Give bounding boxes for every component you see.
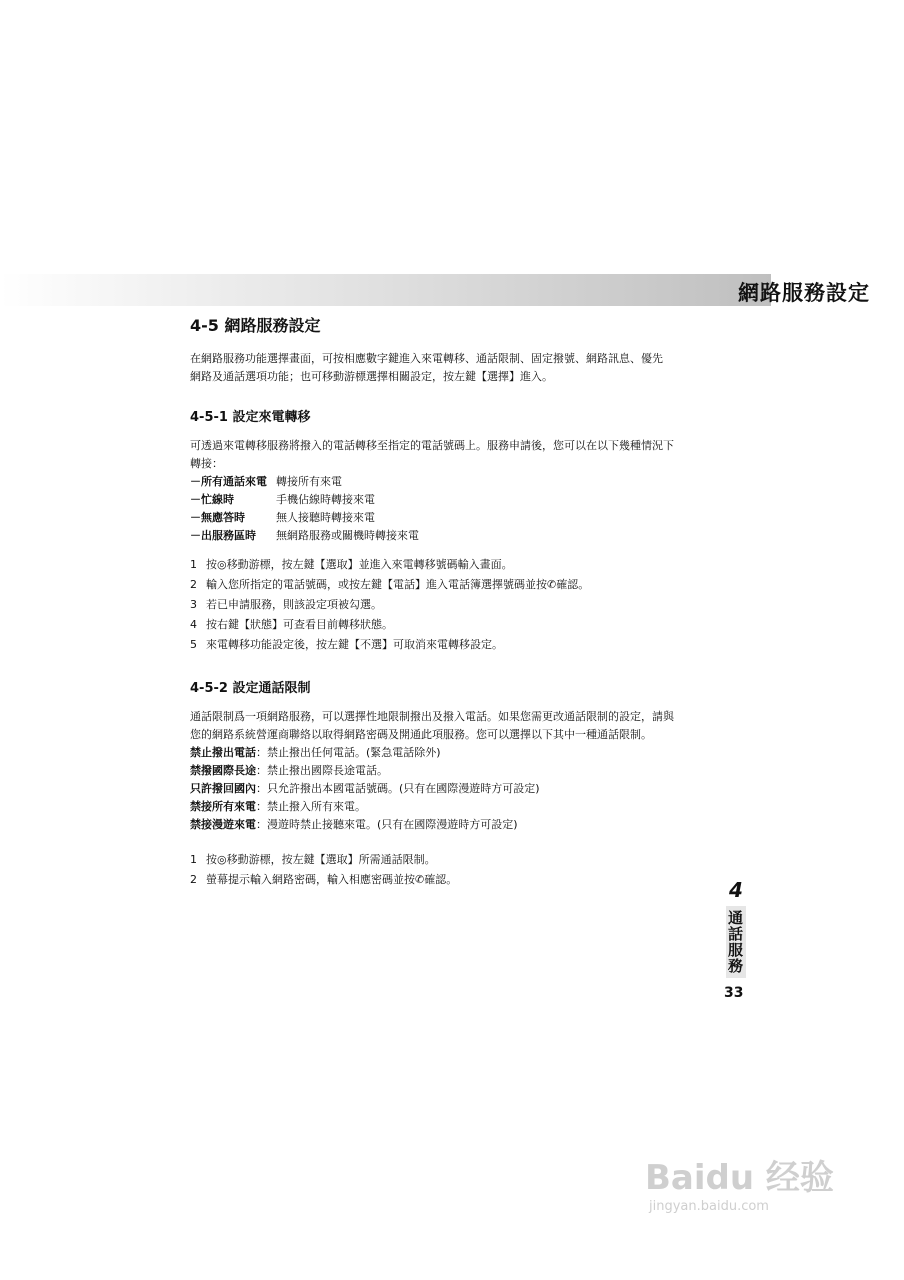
step-number: 3 <box>190 598 197 611</box>
step-number: 1 <box>190 558 197 571</box>
chapter-label: 通話服務 <box>726 906 746 978</box>
restrict-option <box>190 744 720 762</box>
forward-step <box>190 615 720 635</box>
step-text: 按右鍵【狀態】可查看目前轉移狀態。 <box>206 618 393 631</box>
restrict-step <box>190 870 720 890</box>
restrict-option-name: 禁接所有來電 <box>190 800 256 813</box>
restrict-desc-2: 您的網路系統營運商聯絡以取得網路密碼及開通此項服務。您可以選擇以下其中一種通話限制。 <box>190 728 652 741</box>
step-number: 1 <box>190 853 197 866</box>
forward-mode-name: －所有通話來電 <box>190 475 267 488</box>
forward-mode <box>190 491 720 509</box>
forward-mode-desc: 無網路服務或關機時轉接來電 <box>276 529 419 542</box>
watermark-logo-text: Baidu 经验 <box>645 1158 834 1198</box>
forward-mode-list <box>190 473 720 545</box>
forward-mode-desc: 無人接聽時轉接來電 <box>276 511 375 524</box>
restrict-option-list <box>190 744 720 834</box>
section-title: 4-5 網路服務設定 <box>190 316 321 335</box>
forward-mode-desc: 轉接所有來電 <box>276 475 342 488</box>
content <box>190 313 720 890</box>
step-number: 4 <box>190 618 197 631</box>
step-text: 按◎移動游標，按左鍵【選取】並進入來電轉移號碼輸入畫面。 <box>206 558 513 571</box>
spacer <box>190 655 720 677</box>
forward-desc-2: 轉接： <box>190 457 223 470</box>
restrict-option-desc: ：只允許撥出本國電話號碼。(只有在國際漫遊時方可設定) <box>256 782 540 795</box>
intro-line-1: 在網路服務功能選擇畫面，可按相應數字鍵進入來電轉移、通話限制、固定撥號、網路訊息、優先 <box>190 352 663 365</box>
forward-title: 4-5-1 設定來電轉移 <box>190 410 311 425</box>
step-number: 2 <box>190 578 197 591</box>
forward-step <box>190 595 720 615</box>
forward-mode-name: －出服務區時 <box>190 529 256 542</box>
forward-mode <box>190 509 720 527</box>
forward-desc-1: 可透過來電轉移服務將撥入的電話轉移至指定的電話號碼上。服務申請後，您可以在以下幾種情況下 <box>190 439 674 452</box>
restrict-option-name: 只許撥回國內 <box>190 782 256 795</box>
step-text: 若已申請服務，則該設定項被勾選。 <box>206 598 382 611</box>
step-text: 螢幕提示輸入網路密碼，輸入相應密碼並按✆確認。 <box>206 873 458 886</box>
restrict-desc-1: 通話限制爲一項網路服務，可以選擇性地限制撥出及撥入電話。如果您需更改通話限制的設定，請與 <box>190 710 674 723</box>
watermark-url: jingyan.baidu.com <box>649 1199 769 1214</box>
page-header-title: 網路服務設定 <box>738 281 870 305</box>
restrict-option <box>190 780 720 798</box>
forward-step <box>190 555 720 575</box>
restrict-option-name: 禁撥國際長途 <box>190 764 256 777</box>
restrict-option-name: 禁接漫遊來電 <box>190 818 256 831</box>
page-number: 33 <box>724 985 744 1001</box>
forward-mode-name: －無應答時 <box>190 511 245 524</box>
restrict-option-desc: ：禁止撥出任何電話。(緊急電話除外) <box>256 746 441 759</box>
restrict-steps <box>190 850 720 890</box>
restrict-option-desc: ：禁止撥出國際長途電話。 <box>256 764 388 777</box>
forward-step <box>190 575 720 595</box>
restrict-option-desc: ：漫遊時禁止接聽來電。(只有在國際漫遊時方可設定) <box>256 818 518 831</box>
forward-mode-desc: 手機佔線時轉接來電 <box>276 493 375 506</box>
chapter-side-tab <box>726 880 746 978</box>
forward-mode <box>190 527 720 545</box>
step-number: 2 <box>190 873 197 886</box>
step-text: 來電轉移功能設定後，按左鍵【不選】可取消來電轉移設定。 <box>206 638 503 651</box>
chapter-number: 4 <box>729 878 743 902</box>
forward-mode <box>190 473 720 491</box>
restrict-option-name: 禁止撥出電話 <box>190 746 256 759</box>
forward-steps <box>190 555 720 655</box>
watermark <box>645 1150 834 1214</box>
step-text: 輸入您所指定的電話號碼，或按左鍵【電話】進入電話簿選擇號碼並按✆確認。 <box>206 578 590 591</box>
intro-line-2: 網路及通話選項功能；也可移動游標選擇相關設定，按左鍵【選擇】進入。 <box>190 370 553 383</box>
step-text: 按◎移動游標，按左鍵【選取】所需通話限制。 <box>206 853 436 866</box>
step-number: 5 <box>190 638 197 651</box>
forward-step <box>190 635 720 655</box>
restrict-option-desc: ：禁止撥入所有來電。 <box>256 800 366 813</box>
restrict-option <box>190 798 720 816</box>
restrict-step <box>190 850 720 870</box>
header-band <box>0 274 771 306</box>
restrict-option <box>190 816 720 834</box>
restrict-option <box>190 762 720 780</box>
restrict-title: 4-5-2 設定通話限制 <box>190 681 311 696</box>
forward-mode-name: －忙線時 <box>190 493 234 506</box>
